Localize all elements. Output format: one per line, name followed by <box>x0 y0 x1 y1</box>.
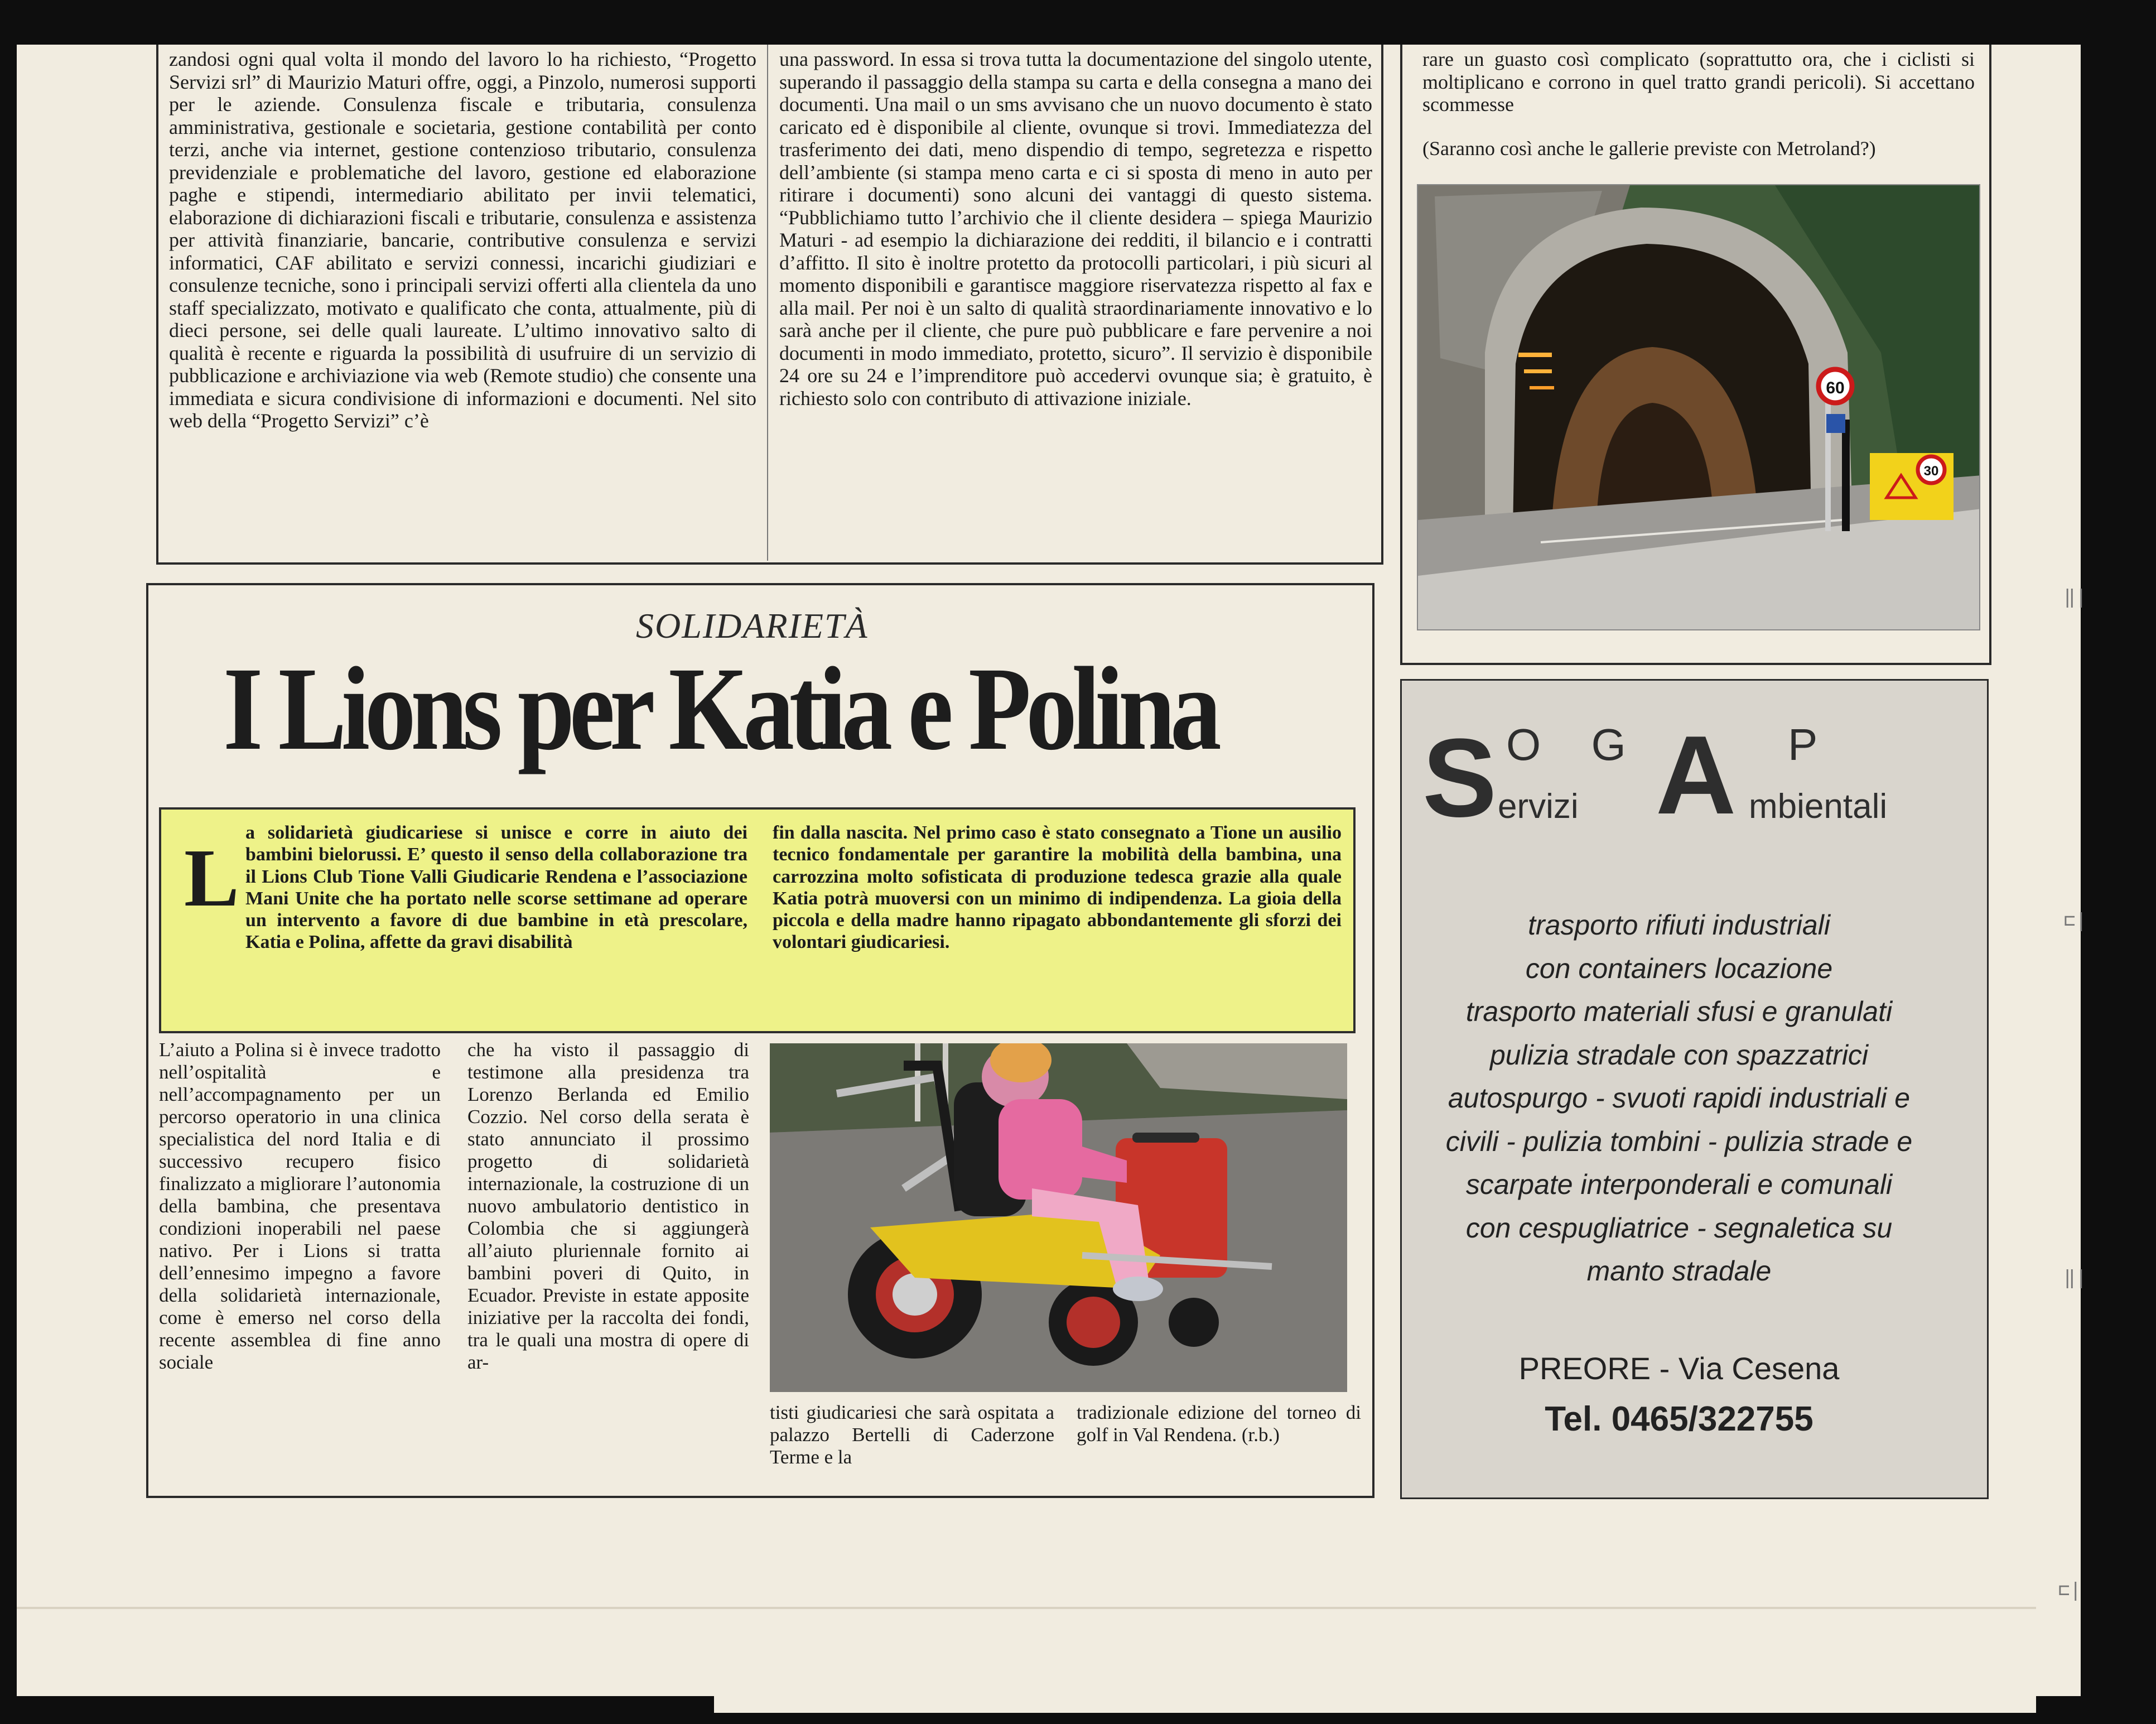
paper-crease <box>17 1607 2036 1609</box>
paper-fold-edge <box>714 1651 2036 1713</box>
article-headline: I Lions per Katia e Polina <box>223 643 1217 775</box>
tunnel-photo <box>1417 184 1980 630</box>
ad-logo-a: A <box>1656 713 1737 837</box>
ad-logo-p: P <box>1788 720 1818 769</box>
body-col4: tradizionale edizione del torneo di golf in Val Rendena. (r.b.) <box>1077 1402 1361 1446</box>
lead-col2: fin dalla nascita. Nel primo caso è stato consegnato a Tione un ausilio tecnico fondamentale per garantire la mobilità della bambina, una carrozzina molto sofisticata di produzione tedesca grazie alla quale Katia potrà muoversi con un minimo di indipendenza. La gioia della piccola e della madre hanno ripagato abbondantemente gli sforzi dei volontari giudicariesi. <box>773 822 1342 953</box>
lead-drop-cap: L <box>184 832 239 924</box>
tunnel-story-text: rare un guasto così complicato (soprattutto ora, che i ciclisti si moltiplicano e corrono in quel tratto grandi pericoli). Si accettano scommesse <box>1422 48 1975 115</box>
body-col3: tisti giudicariesi che sarà ospitata a palazzo Bertelli di Caderzone Terme e la <box>770 1402 1054 1468</box>
margin-mark: ‖| <box>2064 586 2087 608</box>
child-wheelchair-illustration <box>770 1043 1347 1392</box>
article-kicker: SOLIDARIETÀ <box>636 606 869 646</box>
tunnel-illustration <box>1418 185 1980 630</box>
ad-logo-s: S <box>1422 716 1497 840</box>
speed-sign-30: 30 <box>1923 464 1939 479</box>
wheelchair-photo <box>770 1043 1347 1392</box>
ad-logo-ervizi: ervizi <box>1498 787 1579 826</box>
margin-mark: ⊏| <box>2058 1579 2081 1601</box>
top-article-col2: una password. In essa si trova tutta la documentazione del singolo utente, superando il passaggio della stampa su carta e della consegna a mano dei documenti. Una mail o un sms avvisano che un nuovo documento è stato caricato ed è disponibile al cliente, ovunque si trovi. Immediatezza del trasferimento dei dati, meno dispendio di tempo, segretezza e rispetto dell’ambiente (si stampa meno carta e ci si sposta di meno in auto per ritirare i documenti) sono alcuni dei vantaggi di questo sistema. “Pubblichiamo tutto l’archivio che il cliente desidera – spiega Maurizio Maturi - ad esempio la dichiarazione dei redditi, il bilancio e i contratti d’affitto. Il sito è inoltre protetto da protocolli particolari, i più sicuri al momento disponibili e garantisce maggiore riservatezza rispetto al fax e alla mail. Per noi è un salto di qualità straordinariamente innovativo e lo sarà anche per il cliente, che pure può pubblicare e fare pervenire a noi documenti in modo immediato, protetto, sicuro”. Il servizio è disponibile 24 ore su 24 e l’imprenditore può accedervi ovunque sia; è gratuito, è richiesto solo con contributo di attivazione iniziale. <box>779 48 1372 410</box>
margin-mark: ⊏| <box>2064 909 2087 932</box>
lead-col1: a solidarietà giudicariese si unisce e corre in aiuto dei bambini bielorussi. E’ questo il senso della collaborazione tra il Lions Club Tione Valli Giudicarie Rendena e l’associazione Mani Unite che ha portato nelle scorse settimane ad operare un intervento a favore di due bambine in età prescolare, Katia e Polina, affette da gravi disabilità <box>245 822 747 953</box>
ad-phone: Tel. 0465/322755 <box>1545 1400 1813 1438</box>
margin-mark: ‖| <box>2064 1266 2087 1289</box>
ad-address: PREORE - Via Cesena <box>1518 1351 1840 1386</box>
ad-services-list: trasporto rifiuti industriali con containers locazione trasporto materiali sfusi e granulati pulizia stradale con spazzatrici autospurgo - svuoti rapidi industriali e civili - pulizia tombini - pulizia strade e scarpate interponderali e comunali con cespugliatrice - segnaletica su manto stradale <box>1445 909 1913 1287</box>
body-col1: L’aiuto a Polina si è invece tradotto nell’ospitalità e nell’accompagnamento per un percorso operatorio in una clinica specialistica del nord Italia e di successivo recupero fisico finalizzato a migliorare l’autonomia della bambina, che presentava condizioni inoperabili nel paese nativo. Per i Lions si tratta dell’ennesimo impegno a favore della solidarietà internazionale, come è emerso nel corso della recente assemblea di fine anno sociale <box>159 1039 441 1373</box>
ad-logo-og: O G <box>1506 720 1645 769</box>
body-col2: che ha visto il passaggio di testimone alla presidenza tra Lorenzo Berlanda ed Emilio Cozzio. Nel corso della serata è stato annunciato il prossimo progetto di solidarietà internazionale, la costruzione di un nuovo ambulatorio dentistico in Colombia che si aggiungerà all’aiuto pluriennale fornito ai bambini poveri di Quito, in Ecuador. Previste in estate apposite iniziative per la raccolta dei fondi, tra le quali una mostra di opere di ar- <box>467 1039 749 1373</box>
tunnel-story-note: (Saranno così anche le gallerie previste con Metroland?) <box>1422 137 1876 160</box>
speed-sign-60: 60 <box>1826 379 1845 397</box>
ad-logo-mbientali: mbientali <box>1749 787 1888 826</box>
column-divider <box>767 45 768 561</box>
top-article-col1: zandosi ogni qual volta il mondo del lavoro lo ha richiesto, “Progetto Servizi srl” di Maurizio Maturi offre, oggi, a Pinzolo, numerosi supporti per le aziende. Consulenza fiscale e tributaria, consulenza amministrativa, gestionale e societaria, gestione contabilità per conto terzi, anche via internet, gestione contenzioso tributario, consulenza previdenziale e problematiche del lavoro, gestione ed elaborazione paghe e stipendi, intermediario abilitato per invii telematici, elaborazione di dichiarazioni fiscali e tributarie, consulenza e assistenza per attività finanziarie, bancarie, contributive consulenza e servizi informatici, CAF abilitato e servizi connessi, incarichi giudiziari e consulenze tecniche, sono i principali servizi offerti alla clientela da uno staff specializzato, motivato e qualificato che conta, attualmente, più di dieci persone, sei delle quali laureate. L’ultimo innovativo salto di qualità è recente e riguarda la possibilità di usufruire di un servizio di pubblicazione e archiviazione via web (Remote studio) che consente una immediata e sicura condivisione di informazioni e documenti. Nel sito web della “Progetto Servizi” c’è <box>169 48 756 432</box>
